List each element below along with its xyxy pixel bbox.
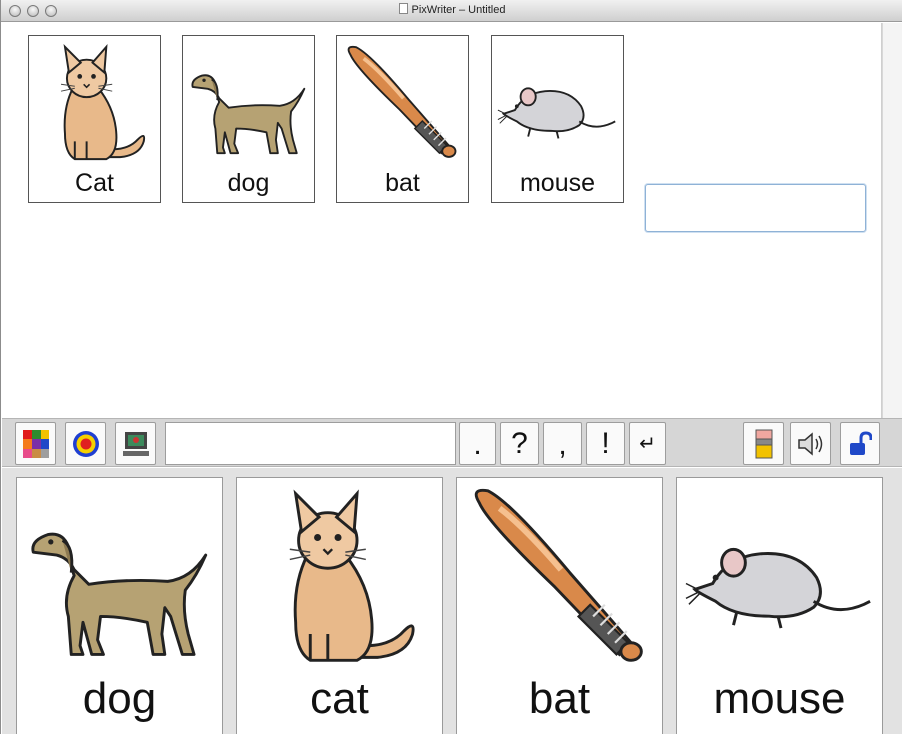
speaker-button[interactable] [790,422,831,465]
punctuation-label: ? [511,426,528,460]
eraser-button[interactable] [743,422,784,465]
speaker-icon [796,431,826,457]
writing-area[interactable] [2,23,882,418]
bat-icon [341,39,464,167]
mouse-icon [496,66,619,156]
window-title-wrap [1,3,902,16]
unlock-icon [848,431,872,457]
window-title: PixWriter – Untitled [411,4,506,16]
punctuation-label: ↵ [639,432,656,455]
title-bar [1,0,902,22]
exclamation-button[interactable] [586,422,625,465]
word-card-label: cat [310,674,369,723]
period-button[interactable] [459,422,496,465]
unlock-button[interactable] [840,422,880,465]
eraser-icon [754,429,774,459]
word-card-cat[interactable] [236,477,443,734]
color-palette-icon [23,430,49,458]
word-card-mouse[interactable] [676,477,883,734]
toolbar [2,418,902,467]
vertical-scrollbar[interactable] [882,23,902,418]
cat-icon [33,39,156,167]
bat-icon [463,482,656,672]
dog-icon [23,482,216,672]
text-entry-field[interactable] [645,184,866,232]
sentence-card-label: dog [227,169,270,197]
punctuation-label: , [558,428,567,461]
return-button[interactable] [629,422,666,465]
word-card-label: mouse [713,674,846,723]
target-button[interactable] [65,422,106,465]
punctuation-label: ! [601,426,610,460]
sentence-card-mouse[interactable] [491,35,624,203]
word-bank [2,468,902,734]
sentence-card-label: bat [385,169,420,197]
sentence-card-cat[interactable] [28,35,161,203]
question-mark-button[interactable] [500,422,539,465]
word-card-dog[interactable] [16,477,223,734]
cat-icon [243,482,436,672]
computer-icon [123,431,149,457]
computer-button[interactable] [115,422,156,465]
color-palette-button[interactable] [15,422,56,465]
sentence-card-dog[interactable] [182,35,315,203]
word-card-label: bat [528,674,591,723]
word-card-label: dog [82,674,157,723]
target-icon [72,430,100,458]
message-box[interactable] [165,422,456,465]
word-card-bat[interactable] [456,477,663,734]
punctuation-label: . [473,428,482,461]
document-icon [399,3,408,14]
mouse-icon [683,518,876,652]
comma-button[interactable] [543,422,582,465]
sentence-card-bat[interactable] [336,35,469,203]
sentence-card-label: Cat [75,169,114,197]
sentence-card-label: mouse [519,169,596,197]
dog-icon [187,39,310,167]
